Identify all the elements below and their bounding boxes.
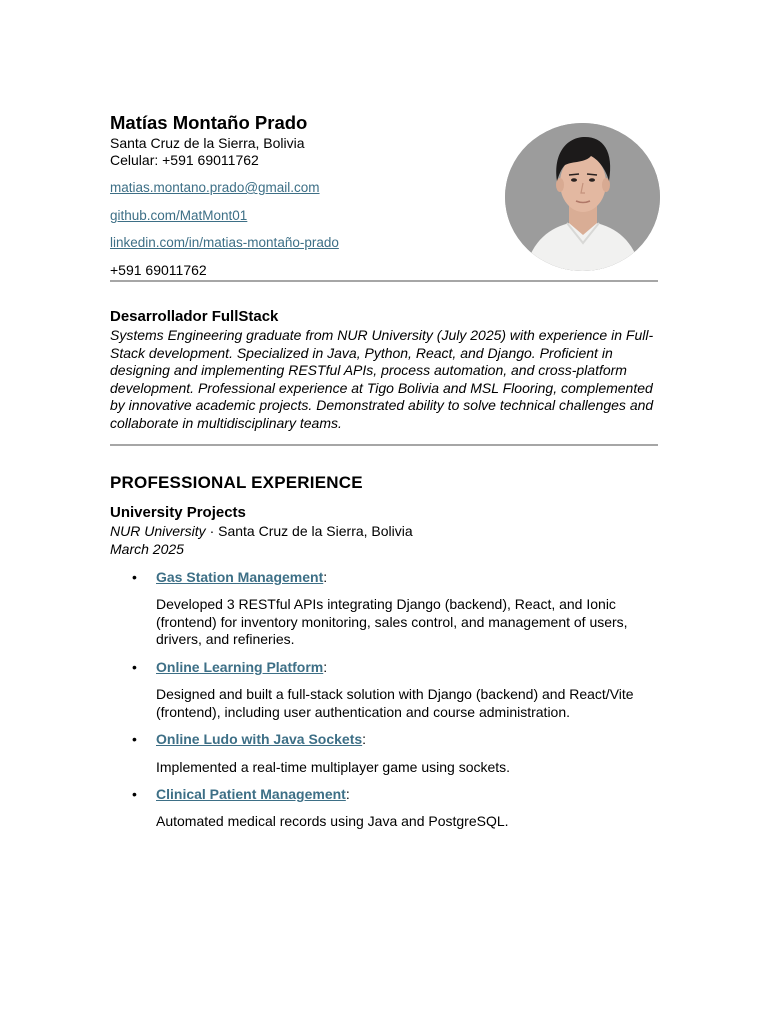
project-description: Implemented a real-time multiplayer game using sockets. (156, 759, 511, 775)
project-description: Automated medical records using Java and PostgreSQL. (156, 813, 509, 829)
section-title-experience: PROFESSIONAL EXPERIENCE (110, 473, 363, 492)
bullet-marker: • (132, 731, 137, 747)
experience-organization (110, 523, 413, 539)
candidate-name: Matías Montaño Prado (110, 112, 308, 133)
experience-date: March 2025 (110, 541, 184, 557)
project-item (156, 786, 350, 802)
job-role: Desarrollador FullStack (110, 308, 279, 325)
project-title-colon: : (345, 786, 350, 802)
project-description: Developed 3 RESTful APIs integrating Django (backend), React, and Ionic (frontend) for inventory monitoring, sales control, and management of users, drivers, and refineries. (156, 596, 628, 648)
project-title-link[interactable]: Gas Station Management (156, 569, 324, 585)
github-link[interactable]: github.com/MatMont01 (110, 208, 248, 223)
project-item (156, 569, 327, 585)
summary-divider (110, 444, 658, 446)
profile-photo (505, 123, 660, 271)
project-title-link[interactable]: Online Learning Platform (156, 659, 324, 675)
project-item (156, 731, 366, 747)
project-item (156, 659, 327, 675)
project-title-colon: : (323, 659, 328, 675)
cell-phone: Celular: +591 69011762 (110, 152, 259, 168)
project-description: Designed and built a full-stack solution with Django (backend) and React/Vite (frontend), including user authentication and course administration. (156, 686, 634, 720)
location: Santa Cruz de la Sierra, Bolivia (110, 135, 305, 151)
project-title-colon: : (362, 731, 367, 747)
email-link[interactable]: matias.montano.prado@gmail.com (110, 180, 320, 195)
project-title-link[interactable]: Online Ludo with Java Sockets (156, 731, 363, 747)
header-divider (110, 280, 658, 282)
linkedin-link[interactable]: linkedin.com/in/matias-montaño-prado (110, 235, 339, 250)
organization-name: NUR University (110, 523, 206, 539)
project-title-colon: : (323, 569, 328, 585)
bullet-marker: • (132, 569, 137, 585)
bullet-marker: • (132, 786, 137, 802)
profile-summary: Systems Engineering graduate from NUR University (July 2025) with experience in Full-Stack development. Specialized in Java, Python, React, and Django. Proficient in designing and implementing RESTful APIs, process automation, and cross-platform development. Professional experience at Tigo Bolivia and MSL Flooring, complemented by innovative academic projects. Demonstrated ability to solve technical challenges and collaborate in multidisciplinary teams. (110, 327, 654, 431)
person-portrait-icon (505, 123, 660, 271)
phone: +591 69011762 (110, 262, 207, 278)
experience-title: University Projects (110, 504, 246, 521)
bullet-marker: • (132, 659, 137, 675)
project-title-link[interactable]: Clinical Patient Management (156, 786, 346, 802)
organization-location: · Santa Cruz de la Sierra, Bolivia (205, 523, 413, 539)
